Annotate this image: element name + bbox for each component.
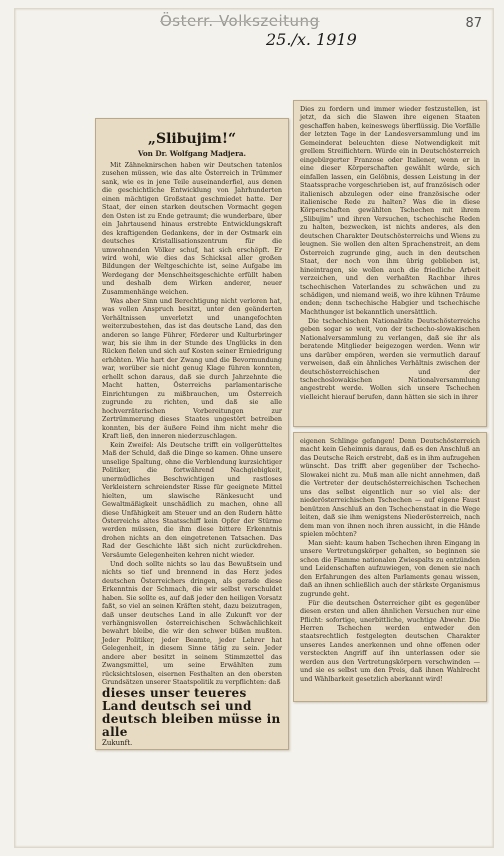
page-number: 87 <box>465 16 482 31</box>
paragraph: Für die deutschen Österreicher gibt es gegenüber diesen ersten und allen ähnlichen Versuchen nur eine Pflicht: sofortige, unerbittliche, wuchtige Abwehr. Die Herren Tschechen werden entweder den staatsrechtlich festgelegten deutschen Charakter unseres Landes anerkennen und ohne offenen oder versteckten Angriff auf ihn unterlassen oder sie werden aus den Vertretungskörpern verschwinden — und sie es selbst um den Preis, daß ihnen Wahlrecht und Wählbarkeit gesetzlich aberkannt wird! <box>300 598 480 683</box>
clipping-left-column <box>95 118 289 750</box>
paragraph: Was aber Sinn und Berechtigung nicht verloren hat, was vollen Anspruch besitzt, unter den geänderten Verhältnissen unverletzt und unangefochten weiterzubestehen, das ist das deutsche Land, das den anderen so lange Führer, Förderer und Kulturbringer war, bis sie ihm in der Stunde des Unglücks in den Rücken fielen und sich auf Kosten seiner Erniedrigung erhöhten. Wie hart der Zwang und die Bevormundung war, worüber sie nicht genug Klage führen konnten, erhellt schon daraus, daß sie durch Jahrzehnte die Macht hatten, Österreichs parlamentarische Einrichtungen zu mißbrauchen, um Österreich zugrunde zu richten, und daß sie alle hochverräterischen Vorbereitungen zur Zertrümmerung dieses Staates ungestört betreiben konnten, bis der äußere Feind ihm nicht mehr die Kraft ließ, den inneren niederzuschlagen. <box>102 296 282 440</box>
article-title: „Slibujim!“ <box>147 131 237 147</box>
handwritten-date: 25./x. 1919 <box>266 30 357 49</box>
paragraph: Die tschechischen Nationalräte Deutschösterreichs geben sogar so weit, von der tschecho-slowakischen Nationalversammlung zu verlangen, daß sie ihr als beratende Mitglieder beigezogen werden. Wenn wir uns darüber empören, werden sie vermutlich darauf verweisen, daß ein ähnliches Verhältnis zwischen der deutschösterreichischen und der tschechoslowakischen Nationalversammlung angestrebt werde. Wollen sich unsere Tschechen vielleicht hierauf berufen, dann hätten sie sich in ihrer <box>300 316 480 401</box>
paragraph: Mit Zähneknirschen haben wir Deutschen tatenlos zusehen müssen, wie das alte Österreich in Trümmer sank, wie es in jene Teile auseinanderfiel, aus denen die geschichtliche Entwicklung von Jahrhunderten einen mächtigen Großstaat geschmiedet hatte. Der Staat, der einen starken deutschen Vormacht gegen den Osten ist zu Ende getraumt; die wunderbare, über ein Jahrtausend hinaus erstrebte Entwicklungskraft des kraftigenden Gedankens, der in der Ostmark ein deutsches Kristallisationszentrum für die umwohnenden Völker schuf, hat sich erschöpft. Er wird wohl, wie dies das Schicksal aller großen Bildungen der Weltgeschichte ist, seine Aufgabe im Werdegang der Menschheitsgeschichte erfüllt haben und deshalb dem Wirken anderer, neuer Zusammenhänge weichen. <box>102 161 282 296</box>
paragraph: Kein Zweifel: Als Deutsche trifft ein vollgerütteltes Maß der Schuld, daß die Dinge so kamen. Ohne unsere unselige Spaltung, ohne die Verblendung kurzsichtiger Politiker, die fortwährend Nachgiebigkeit, unermüdliches Beschwichtigen und rastloses Verkleistern schreiendster Risse für geeignete Mittel hielten, um slawische Ränkesucht und Gewaltmäßigkeit unschädlich zu machen, ohne all diese Unfähigkeit am Steuer und an den Rudern hätte Österreichs altes Staatsschiff kein Opfer der Stürme werden müssen, die ihm diese bittere Erkenntnis drohen nichts an den eingetretenen Tatsachen. Das Rad der Geschichte läßt sich nicht zurückdrehen. Versäumte Gelegenheiten kehren nicht wieder. <box>102 440 282 559</box>
clipping-right-top <box>293 100 487 427</box>
paragraph: Dies zu fordern und immer wieder festzustellen, ist jetzt, da sich die Slawen ihre eigenen Staaten geschaffen haben, keineswegs überflüssig. Die Vorfälle der letzten Tage in der Landesversammlung und im Gemeinderat beleuchten diese Notwendigkeit mit grellem Streiflichtern. Würde ein in Deutschösterreich eingebürgerter Franzose oder Italiener, wenn er in eine dieser Körperschaften gewählt würde, sich einfallen lassen, ein Gelöbnis, dessen Leistung in der Staatssprache vorgeschrieben ist, auf französisch oder italienisch abzulegen oder eine französische oder italienische Rede zu halten? Was die in diese Körperschaften gewählten Tschechen mit ihrem „Slibujim“ und ihren Versuchen, tschechische Reden zu halten, bezwecken, ist nichts anderes, als den deutschen Charakter Deutschösterreichs und Wiens zu leugnen. Sie wollen den alten Sprachenstreit, an dem Österreich zugrunde ging, auch in den deutschen Staat, der noch von ihm übrig geblieben ist, hineintragen, sie wollen auch die friedliche Arbeit verzeichen, und den verhaßten Rachbar ihres tschechischen Vaterlandes zu schwächen und zu schädigen, und niemand weiß, wo ihre kühnen Träume enden; denn tschechische Habgier und tschechische Machthunger ist bekanntlich unersättlich. <box>300 105 480 316</box>
paragraph: eigenen Schlinge gefangen! Denn Deutschösterreich macht kein Geheimnis daraus, daß es den Anschluß an das Deutsche Reich erstrebt, daß es in ihm aufzugehen wünscht. Das trifft aber gegenüber der Tschecho-Slowakei nicht zu. Muß man alle nicht annehmen, daß die Vertreter der deutschösterreichischen Tschechen uns das selbst eigentlich nur so viel als: der niederösterreichischen Tschechen — auf eigene Faust benützen Anschluß an den Tschechenstaat in die Wege leiten, daß sie ihm wenigstens Niederösterreich, nach dem man von ihnen noch ihren aussicht, in die Hände spielen möchten? <box>300 437 480 538</box>
newspaper-masthead: Österr. Volkszeitung <box>160 12 320 30</box>
closing-word: Zukunft. <box>102 739 133 748</box>
closing-bold-line: dieses unser teueres Land deutsch sei und deutsch bleiben müsse in alle <box>102 686 281 740</box>
article-byline: Von Dr. Wolfgang Madjera. <box>137 149 247 158</box>
paragraph: Man sieht: kaum haben Tschechen ihren Eingang in unsere Vertretungskörper gehalten, so beginnen sie schon die Flamme nationalen Zwiespalts zu entzünden und Leidenschaften aufzuwiegen, von denen sie nach den Erfahrungen des alten Parlaments genau wissen, daß an ihnen schließlich auch der stärkste Organismus zugrunde geht. <box>300 538 480 598</box>
clipping-right-bottom <box>293 432 487 702</box>
paragraph: Und doch sollte nichts so lau das Bewußtsein und nichts so tief und brennend in das Herz jedes deutschen Österreichers dringen, als gerade diese Erkenntnis der Schmach, die wir selbst verschuldet haben. Sie sollte es, auf daß jeder den heiligen Vorsatz faßt, so viel an seinen Kräften steht, dazu beizutragen, daß unser deutsches Land in alle Zukunft vor der verhängnisvollen österreichischen Schwächlichkeit bewahrt bleibe, die wir den schwer büßen mußten. Jeder Politiker, jeder Beamte, jeder Lehrer hat Gelegenheit, in diesem Sinne tätig zu sein. Jeder andere aber besitzt in seinem Stimmzettel das Zwangsmittel, um seine Erwählten zum rücksichtslosen, eisernen Festhalten an den obersten Grundsätzen unserer Staatspolitik zu verpflichten: daß <box>102 559 282 687</box>
